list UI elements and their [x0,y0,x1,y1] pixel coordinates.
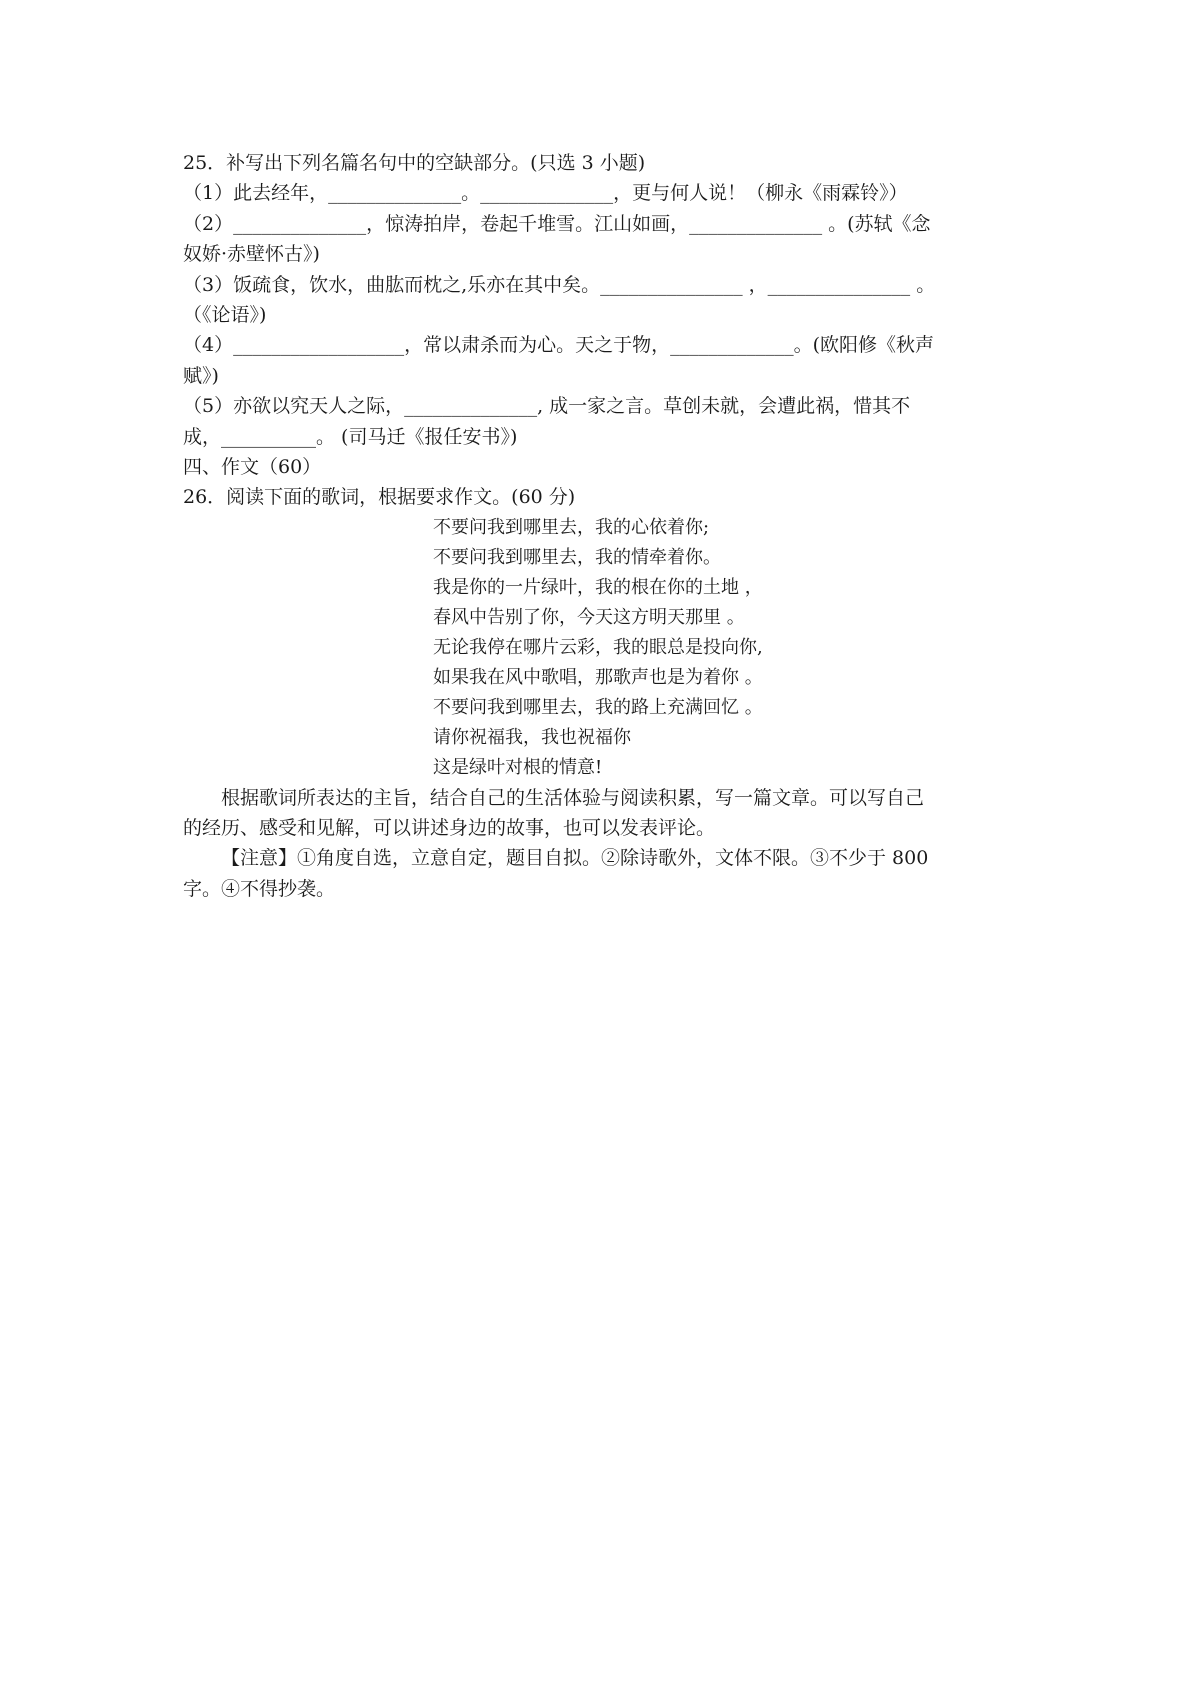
note-line-1: 【注意】①角度自选，立意自定，题目自拟。②除诗歌外，文体不限。③不少于 800 [221,847,929,870]
question-25-item-2-line-2: 奴娇·赤壁怀古》) [183,243,320,266]
lyric-line: 不要问我到哪里去，我的心依着你; [433,516,710,538]
question-25-item-4-line-1: （4）__________________，常以肃杀而为心。天之于物，_____________。(欧阳修《秋声 [183,334,935,357]
lyric-line: 不要问我到哪里去，我的情牵着你。 [433,546,721,568]
prompt-line-1: 根据歌词所表达的主旨，结合自己的生活体验与阅读积累，写一篇文章。可以写自己 [221,786,925,809]
section-4-title: 四、作文（60） [183,455,322,478]
lyric-line: 如果我在风中歌唱，那歌声也是为着你 。 [433,666,763,688]
question-26-title: 26．阅读下面的歌词，根据要求作文。(60 分) [183,486,576,509]
lyric-line: 请你祝福我，我也祝福你 [433,726,631,748]
lyric-line: 春风中告别了你，今天这方明天那里 。 [433,606,745,628]
question-25-item-1-line-1: （1）此去经年，______________。______________，更与何人说！（柳永《雨霖铃》） [183,182,908,205]
question-25-item-5-line-1: （5）亦欲以究天人之际，______________, 成一家之言。草创未就，会遭此祸，惜其不 [183,395,911,418]
lyric-line: 我是你的一片绿叶，我的根在你的土地 ， [433,576,763,598]
lyrics-block [433,513,1033,783]
lyric-line: 这是绿叶对根的情意! [433,756,603,778]
lyric-line: 不要问我到哪里去，我的路上充满回忆 。 [433,696,763,718]
question-25-item-2-line-1: （2）______________，惊涛拍岸，卷起千堆雪。江山如画，______________ 。(苏轼《念 [183,212,931,235]
lyric-line: 无论我停在哪片云彩，我的眼总是投向你, [433,636,763,658]
document-content [183,148,1033,904]
question-25-item-3-line-2: （《论语》) [183,303,267,326]
question-25-item-3-line-1: （3）饭疏食，饮水，曲肱而枕之,乐亦在其中矣。_______________ ，_______________ 。 [183,273,936,296]
question-25-item-5-line-2: 成，__________。 (司马迁《报任安书》) [183,425,518,448]
question-25-item-4-line-2: 赋》) [183,364,219,387]
prompt-line-2: 的经历、感受和见解，可以讲述身边的故事，也可以发表评论。 [183,817,716,840]
question-25-title: 25．补写出下列名篇名句中的空缺部分。(只选 3 小题) [183,152,646,174]
note-line-2: 字。④不得抄袭。 [183,877,336,900]
